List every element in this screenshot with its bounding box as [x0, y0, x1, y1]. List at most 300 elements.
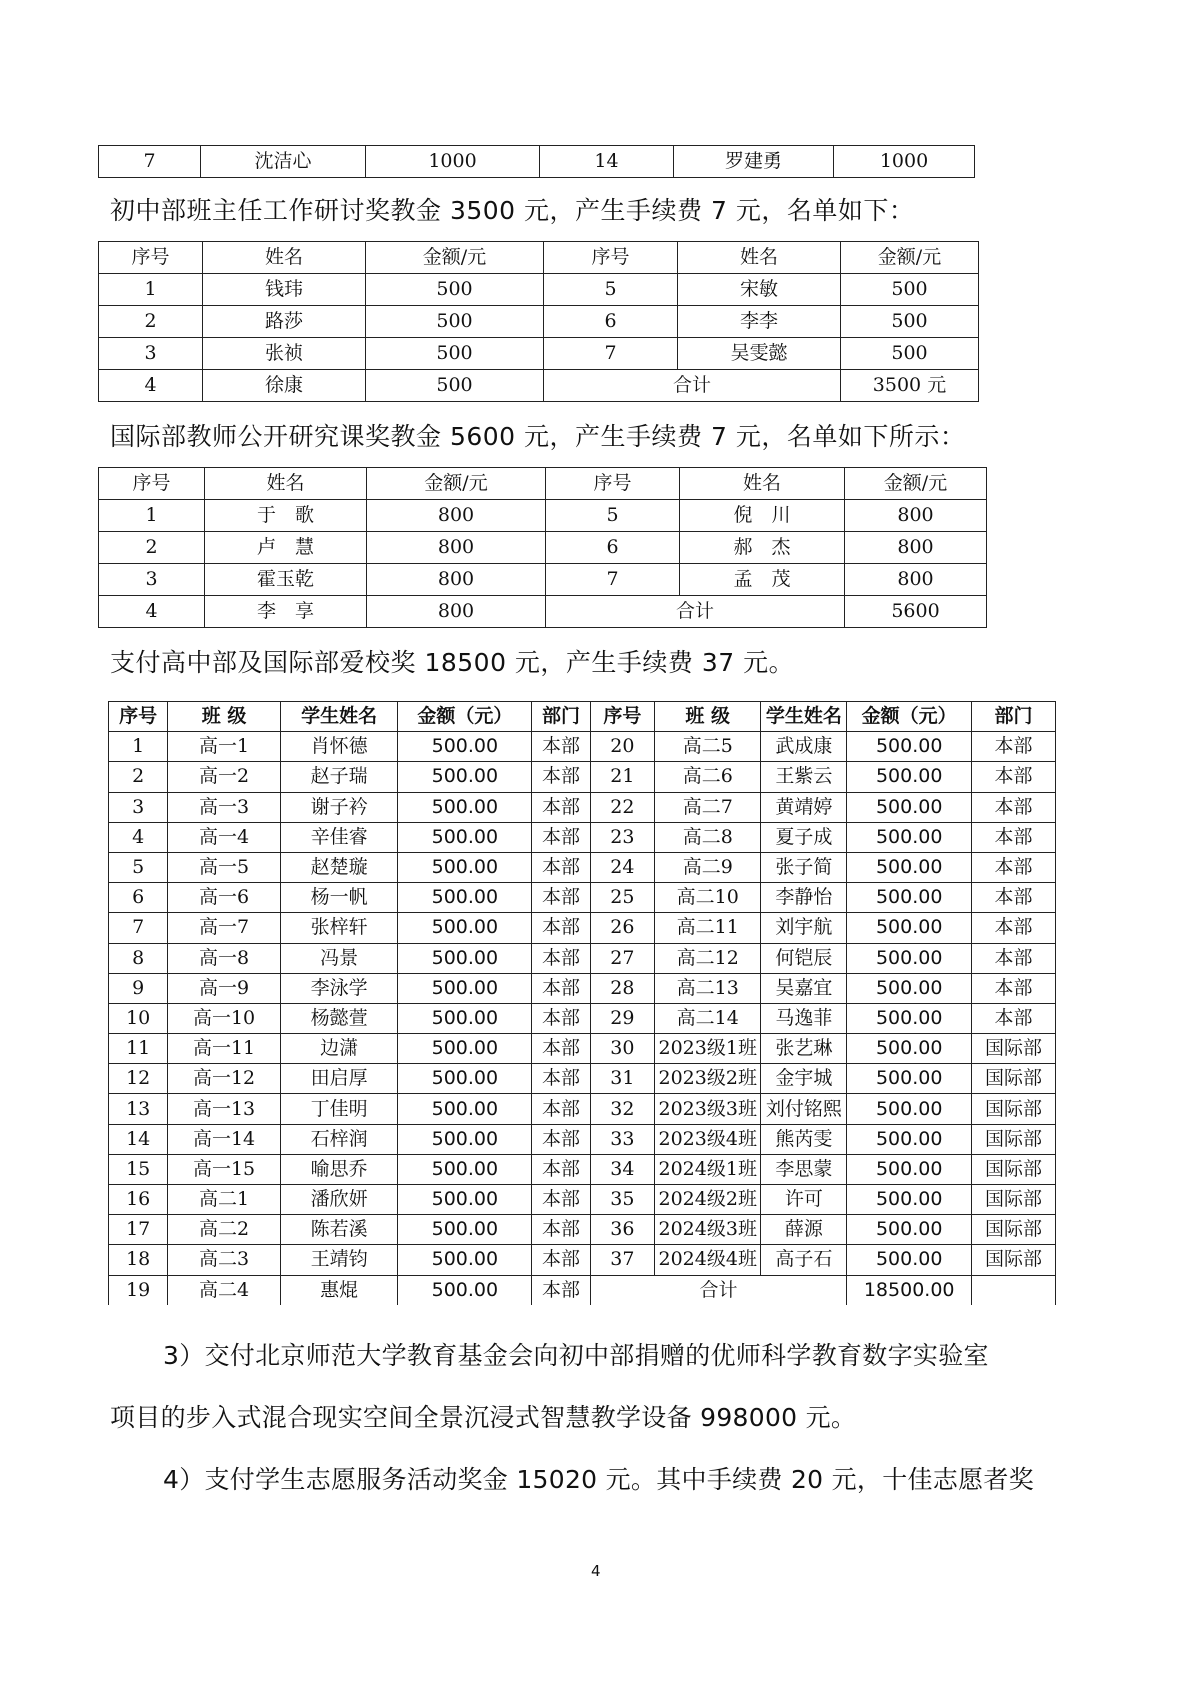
header-cell: 部门 [972, 702, 1056, 732]
cell: 辛佳睿 [280, 822, 398, 852]
cell: 500.00 [847, 913, 972, 943]
table-row [109, 1215, 1056, 1245]
table-total-row [109, 1275, 1056, 1305]
cell: 25 [590, 883, 654, 913]
cell: 3 [99, 338, 203, 370]
cell: 于 歌 [205, 500, 367, 532]
cell: 高一14 [168, 1124, 280, 1154]
header-cell: 班 级 [655, 702, 761, 732]
table-row [109, 792, 1056, 822]
cell: 6 [109, 883, 168, 913]
table-row [109, 852, 1056, 882]
cell: 路莎 [203, 306, 366, 338]
cell: 4 [109, 822, 168, 852]
cell: 1 [109, 732, 168, 762]
table-row [109, 943, 1056, 973]
cell: 李 享 [205, 596, 367, 628]
cell: 本部 [532, 1185, 590, 1215]
cell: 高一10 [168, 1003, 280, 1033]
cell: 500.00 [398, 1124, 532, 1154]
cell: 高一2 [168, 762, 280, 792]
cell-amount: 1000 [366, 146, 540, 178]
cell: 17 [109, 1215, 168, 1245]
total-value: 3500 元 [841, 370, 979, 402]
cell: 7 [109, 913, 168, 943]
cell: 500.00 [398, 1275, 532, 1305]
cell: 高一7 [168, 913, 280, 943]
header-cell: 序号 [99, 468, 205, 500]
header-cell: 序号 [544, 242, 678, 274]
cell: 2023级1班 [655, 1034, 761, 1064]
cell: 30 [590, 1034, 654, 1064]
cell: 薛源 [761, 1215, 847, 1245]
cell: 13 [109, 1094, 168, 1124]
cell: 500 [841, 338, 979, 370]
header-cell: 部门 [532, 702, 590, 732]
cell: 本部 [972, 973, 1056, 1003]
cell: 7 [546, 564, 680, 596]
cell: 高二1 [168, 1185, 280, 1215]
cell: 李泳学 [280, 973, 398, 1003]
cell: 9 [109, 973, 168, 1003]
cell: 18 [109, 1245, 168, 1275]
cell: 本部 [532, 1003, 590, 1033]
cell: 6 [546, 532, 680, 564]
cell: 1 [99, 274, 203, 306]
cell: 本部 [532, 1275, 590, 1305]
cell: 高二2 [168, 1215, 280, 1245]
cell: 2 [99, 306, 203, 338]
cell: 10 [109, 1003, 168, 1033]
header-cell: 序号 [99, 242, 203, 274]
cell: 本部 [532, 762, 590, 792]
cell: 500.00 [847, 1215, 972, 1245]
table-total-row [99, 370, 979, 402]
cell: 高二9 [655, 852, 761, 882]
cell: 许可 [761, 1185, 847, 1215]
cell: 高二3 [168, 1245, 280, 1275]
table-row [109, 822, 1056, 852]
cell: 国际部 [972, 1154, 1056, 1184]
cell: 张祯 [203, 338, 366, 370]
section2-heading: 国际部教师公开研究课奖教金 5600 元，产生手续费 7 元，名单如下所示： [110, 422, 966, 451]
cell: 张子简 [761, 852, 847, 882]
cell: 高一8 [168, 943, 280, 973]
cell [972, 1275, 1056, 1305]
cell: 500.00 [847, 822, 972, 852]
cell: 800 [367, 564, 546, 596]
cell: 本部 [972, 822, 1056, 852]
cell: 高子石 [761, 1245, 847, 1275]
cell: 边潇 [280, 1034, 398, 1064]
cell: 高一5 [168, 852, 280, 882]
cell-no: 14 [540, 146, 674, 178]
cell: 熊芮雯 [761, 1124, 847, 1154]
header-cell: 金额/元 [845, 468, 987, 500]
cell: 赵子瑞 [280, 762, 398, 792]
cell: 本部 [972, 792, 1056, 822]
cell: 张艺琳 [761, 1034, 847, 1064]
cell: 李静怡 [761, 883, 847, 913]
cell: 2023级2班 [655, 1064, 761, 1094]
cell: 31 [590, 1064, 654, 1094]
cell-name: 沈洁心 [201, 146, 366, 178]
cell: 本部 [532, 943, 590, 973]
cell: 500.00 [398, 792, 532, 822]
cell: 高一1 [168, 732, 280, 762]
cell: 徐康 [203, 370, 366, 402]
table-row [109, 1034, 1056, 1064]
cell: 王靖钧 [280, 1245, 398, 1275]
cell: 国际部 [972, 1124, 1056, 1154]
cell: 本部 [972, 1003, 1056, 1033]
cell: 高一11 [168, 1034, 280, 1064]
cell: 15 [109, 1154, 168, 1184]
cell: 本部 [532, 1034, 590, 1064]
cell: 高一13 [168, 1094, 280, 1124]
total-label: 合计 [544, 370, 841, 402]
cell: 李思蒙 [761, 1154, 847, 1184]
table-row [99, 274, 979, 306]
header-cell: 姓名 [680, 468, 845, 500]
paragraph-4-line1: 4）支付学生志愿服务活动奖金 15020 元。其中手续费 20 元，十佳志愿者奖 [163, 1465, 1035, 1494]
cell: 赵楚璇 [280, 852, 398, 882]
total-label: 合计 [546, 596, 845, 628]
cell: 800 [845, 500, 987, 532]
cell: 本部 [532, 1094, 590, 1124]
cell: 国际部 [972, 1185, 1056, 1215]
cell: 本部 [532, 1154, 590, 1184]
table-row [109, 1185, 1056, 1215]
cell: 500.00 [847, 943, 972, 973]
header-cell: 姓名 [678, 242, 841, 274]
cell: 高二8 [655, 822, 761, 852]
cell: 2024级1班 [655, 1154, 761, 1184]
table-row [109, 973, 1056, 1003]
cell: 500.00 [847, 762, 972, 792]
cell: 22 [590, 792, 654, 822]
cell: 500 [366, 338, 544, 370]
cell: 500.00 [398, 883, 532, 913]
cell: 喻思乔 [280, 1154, 398, 1184]
cell: 金宇城 [761, 1064, 847, 1094]
header-cell: 金额（元） [847, 702, 972, 732]
cell: 2024级4班 [655, 1245, 761, 1275]
cell: 2024级3班 [655, 1215, 761, 1245]
cell: 高二11 [655, 913, 761, 943]
cell: 本部 [532, 1064, 590, 1094]
cell: 500.00 [398, 822, 532, 852]
cell: 2 [99, 532, 205, 564]
cell: 本部 [532, 1215, 590, 1245]
header-cell: 金额/元 [366, 242, 544, 274]
table-row [109, 913, 1056, 943]
cell: 高二13 [655, 973, 761, 1003]
cell: 本部 [532, 1124, 590, 1154]
cell: 16 [109, 1185, 168, 1215]
cell: 夏子成 [761, 822, 847, 852]
cell: 国际部 [972, 1245, 1056, 1275]
cell: 孟 茂 [680, 564, 845, 596]
cell: 800 [845, 532, 987, 564]
cell: 800 [367, 532, 546, 564]
cell: 高二10 [655, 883, 761, 913]
section3-heading: 支付高中部及国际部爱校奖 18500 元，产生手续费 37 元。 [110, 648, 795, 677]
section1-heading: 初中部班主任工作研讨奖教金 3500 元，产生手续费 7 元，名单如下： [110, 196, 915, 225]
total-value: 5600 [845, 596, 987, 628]
table-row [109, 1124, 1056, 1154]
cell: 500.00 [398, 1003, 532, 1033]
cell: 丁佳明 [280, 1094, 398, 1124]
cell: 20 [590, 732, 654, 762]
table-row [109, 1064, 1056, 1094]
cell: 500 [366, 370, 544, 402]
cell: 500.00 [847, 792, 972, 822]
cell: 本部 [972, 913, 1056, 943]
cell: 500.00 [398, 1034, 532, 1064]
table-row [99, 306, 979, 338]
cell: 武成康 [761, 732, 847, 762]
table-header-row [99, 468, 987, 500]
table-row [99, 564, 987, 596]
cell: 陈若溪 [280, 1215, 398, 1245]
cell: 26 [590, 913, 654, 943]
table-header-row [109, 702, 1056, 732]
cell: 500.00 [847, 1124, 972, 1154]
cell: 33 [590, 1124, 654, 1154]
cell: 500 [841, 274, 979, 306]
header-cell: 序号 [109, 702, 168, 732]
cell: 本部 [972, 732, 1056, 762]
cell: 500.00 [847, 1154, 972, 1184]
cell: 高一12 [168, 1064, 280, 1094]
cell: 高二4 [168, 1275, 280, 1305]
cell: 500.00 [847, 1034, 972, 1064]
cell: 24 [590, 852, 654, 882]
table-row [109, 1154, 1056, 1184]
cell: 2023级4班 [655, 1124, 761, 1154]
cell: 32 [590, 1094, 654, 1124]
cell: 高一15 [168, 1154, 280, 1184]
cell: 4 [99, 596, 205, 628]
cell: 高一4 [168, 822, 280, 852]
cell: 本部 [532, 822, 590, 852]
cell: 500.00 [847, 1064, 972, 1094]
cell: 张梓轩 [280, 913, 398, 943]
header-cell: 金额（元） [398, 702, 532, 732]
cell: 500.00 [398, 1064, 532, 1094]
cell: 500.00 [847, 1094, 972, 1124]
cell: 本部 [532, 883, 590, 913]
cell: 5 [544, 274, 678, 306]
cell: 500.00 [398, 852, 532, 882]
table-row [109, 762, 1056, 792]
cell: 霍玉乾 [205, 564, 367, 596]
cell: 36 [590, 1215, 654, 1245]
cell: 肖怀德 [280, 732, 398, 762]
cell: 2 [109, 762, 168, 792]
cell: 高一3 [168, 792, 280, 822]
cell: 高二6 [655, 762, 761, 792]
cell: 杨懿萱 [280, 1003, 398, 1033]
cell: 500.00 [398, 762, 532, 792]
cell: 钱玮 [203, 274, 366, 306]
cell: 王紫云 [761, 762, 847, 792]
cell: 潘欣妍 [280, 1185, 398, 1215]
cell: 黄靖婷 [761, 792, 847, 822]
cell: 谢子衿 [280, 792, 398, 822]
cell-name: 罗建勇 [674, 146, 834, 178]
cell: 何铠辰 [761, 943, 847, 973]
cell: 倪 川 [680, 500, 845, 532]
cell: 本部 [972, 883, 1056, 913]
cell: 500 [366, 274, 544, 306]
header-cell: 金额/元 [841, 242, 979, 274]
cell: 本部 [532, 913, 590, 943]
cell: 500.00 [398, 913, 532, 943]
cell: 12 [109, 1064, 168, 1094]
header-cell: 序号 [590, 702, 654, 732]
table-row [109, 1003, 1056, 1033]
cell: 500.00 [847, 1245, 972, 1275]
section1-table [98, 241, 979, 402]
cell: 2023级3班 [655, 1094, 761, 1124]
page-number: 4 [591, 1562, 601, 1580]
cell: 27 [590, 943, 654, 973]
cell: 本部 [532, 1245, 590, 1275]
cell: 石梓润 [280, 1124, 398, 1154]
cell: 800 [845, 564, 987, 596]
paragraph-3-line1: 3）交付北京师范大学教育基金会向初中部捐赠的优师科学教育数字实验室 [163, 1341, 989, 1370]
cell: 国际部 [972, 1064, 1056, 1094]
header-cell: 班 级 [168, 702, 280, 732]
cell: 本部 [972, 943, 1056, 973]
cell: 500.00 [398, 943, 532, 973]
cell: 2024级2班 [655, 1185, 761, 1215]
cell: 11 [109, 1034, 168, 1064]
cell: 37 [590, 1245, 654, 1275]
header-cell: 姓名 [203, 242, 366, 274]
cell: 冯景 [280, 943, 398, 973]
cell: 23 [590, 822, 654, 852]
cell: 500.00 [847, 973, 972, 1003]
cell-amount: 1000 [834, 146, 975, 178]
table-row [109, 1245, 1056, 1275]
cell: 500.00 [398, 1245, 532, 1275]
cell: 吴雯懿 [678, 338, 841, 370]
total-value: 18500.00 [847, 1275, 972, 1305]
section3-table [108, 701, 1056, 1305]
cell: 500.00 [847, 732, 972, 762]
cell: 高一9 [168, 973, 280, 1003]
cell: 马逸菲 [761, 1003, 847, 1033]
cell: 21 [590, 762, 654, 792]
header-cell: 序号 [546, 468, 680, 500]
cell: 8 [109, 943, 168, 973]
cell: 国际部 [972, 1215, 1056, 1245]
cell: 高一6 [168, 883, 280, 913]
cell: 500.00 [398, 732, 532, 762]
cell: 500.00 [398, 973, 532, 1003]
cell: 500.00 [847, 883, 972, 913]
cell: 4 [99, 370, 203, 402]
cell: 5 [109, 852, 168, 882]
cell: 35 [590, 1185, 654, 1215]
cell: 惠焜 [280, 1275, 398, 1305]
cell: 国际部 [972, 1034, 1056, 1064]
cell: 高二12 [655, 943, 761, 973]
cell: 500.00 [398, 1185, 532, 1215]
cell: 本部 [532, 732, 590, 762]
paragraph-3-line2: 项目的步入式混合现实空间全景沉浸式智慧教学设备 998000 元。 [110, 1403, 857, 1432]
cell: 宋敏 [678, 274, 841, 306]
cell: 500.00 [847, 852, 972, 882]
cell: 李李 [678, 306, 841, 338]
cell: 3 [109, 792, 168, 822]
cell: 500 [366, 306, 544, 338]
table-row [99, 338, 979, 370]
cell: 本部 [532, 792, 590, 822]
cell: 500.00 [398, 1215, 532, 1245]
cell: 500.00 [847, 1003, 972, 1033]
header-cell: 姓名 [205, 468, 367, 500]
cell: 高二7 [655, 792, 761, 822]
table-header-row [99, 242, 979, 274]
cell: 本部 [972, 762, 1056, 792]
cell: 郝 杰 [680, 532, 845, 564]
cell: 杨一帆 [280, 883, 398, 913]
cell: 高二5 [655, 732, 761, 762]
table-row [99, 532, 987, 564]
table-total-row [99, 596, 987, 628]
cell: 高二14 [655, 1003, 761, 1033]
section2-table [98, 467, 987, 628]
cell: 500.00 [398, 1154, 532, 1184]
cell: 500 [841, 306, 979, 338]
cell: 28 [590, 973, 654, 1003]
cell: 5 [546, 500, 680, 532]
table-row [99, 146, 975, 178]
prev-table-fragment [98, 145, 975, 178]
cell: 6 [544, 306, 678, 338]
cell: 800 [367, 500, 546, 532]
cell: 国际部 [972, 1094, 1056, 1124]
cell: 本部 [532, 973, 590, 1003]
cell: 34 [590, 1154, 654, 1184]
header-cell: 学生姓名 [761, 702, 847, 732]
cell: 吴嘉宜 [761, 973, 847, 1003]
cell: 800 [367, 596, 546, 628]
cell: 刘付铭熙 [761, 1094, 847, 1124]
header-cell: 金额/元 [367, 468, 546, 500]
table-row [109, 1094, 1056, 1124]
table-row [109, 732, 1056, 762]
cell: 7 [544, 338, 678, 370]
cell: 卢 慧 [205, 532, 367, 564]
cell-no: 7 [99, 146, 201, 178]
cell: 29 [590, 1003, 654, 1033]
cell: 500.00 [398, 1094, 532, 1124]
table-row [99, 500, 987, 532]
table-row [109, 883, 1056, 913]
cell: 刘宇航 [761, 913, 847, 943]
cell: 500.00 [847, 1185, 972, 1215]
cell: 田启厚 [280, 1064, 398, 1094]
header-cell: 学生姓名 [280, 702, 398, 732]
cell: 本部 [532, 852, 590, 882]
cell: 19 [109, 1275, 168, 1305]
total-label: 合计 [590, 1275, 847, 1305]
